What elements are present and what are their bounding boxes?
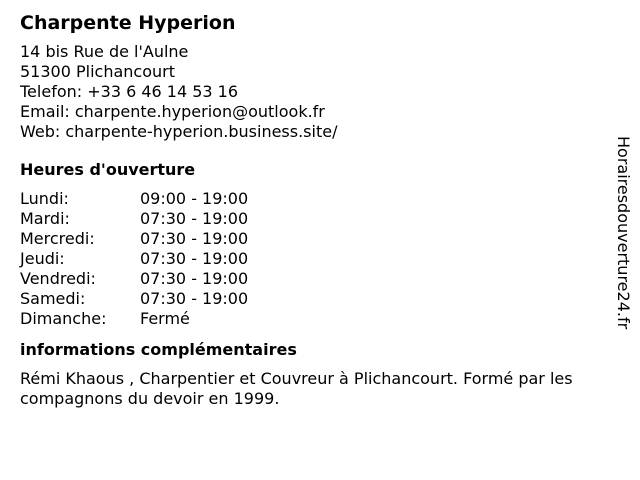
day-label: Dimanche: — [20, 309, 107, 328]
time-value: 07:30 - 19:00 — [140, 209, 249, 228]
email-line: Email: charpente.hyperion@outlook.fr — [20, 102, 325, 121]
opening-hours-table — [20, 189, 625, 329]
address-city: 51300 Plichancourt — [20, 62, 175, 81]
time-value: 07:30 - 19:00 — [140, 269, 249, 288]
hours-row-thursday — [20, 249, 625, 269]
business-name: Charpente Hyperion — [20, 12, 236, 34]
time-value: 07:30 - 19:00 — [140, 249, 249, 268]
day-label: Vendredi: — [20, 269, 96, 288]
site-watermark: Horairesdouverture24.fr — [614, 136, 633, 330]
hours-row-friday — [20, 269, 625, 289]
time-value: 07:30 - 19:00 — [140, 229, 249, 248]
web-line: Web: charpente-hyperion.business.site/ — [20, 122, 338, 141]
time-value: Fermé — [140, 309, 190, 328]
phone-line: Telefon: +33 6 46 14 53 16 — [20, 82, 239, 101]
opening-hours-heading: Heures d'ouverture — [20, 160, 196, 179]
additional-info-heading: informations complémentaires — [20, 340, 297, 359]
hours-row-sunday — [20, 309, 625, 329]
day-label: Lundi: — [20, 189, 69, 208]
day-label: Jeudi: — [20, 249, 65, 268]
hours-row-tuesday — [20, 209, 625, 229]
time-value: 09:00 - 19:00 — [140, 189, 249, 208]
address-street: 14 bis Rue de l'Aulne — [20, 42, 189, 61]
business-card — [20, 10, 625, 409]
hours-row-saturday — [20, 289, 625, 309]
time-value: 07:30 - 19:00 — [140, 289, 249, 308]
hours-row-wednesday — [20, 229, 625, 249]
day-label: Mardi: — [20, 209, 70, 228]
additional-info-text: Rémi Khaous , Charpentier et Couvreur à Plichancourt. Formé par les compagnons du devoir en 1999. — [20, 369, 573, 408]
day-label: Samedi: — [20, 289, 86, 308]
day-label: Mercredi: — [20, 229, 95, 248]
hours-row-monday — [20, 189, 625, 209]
